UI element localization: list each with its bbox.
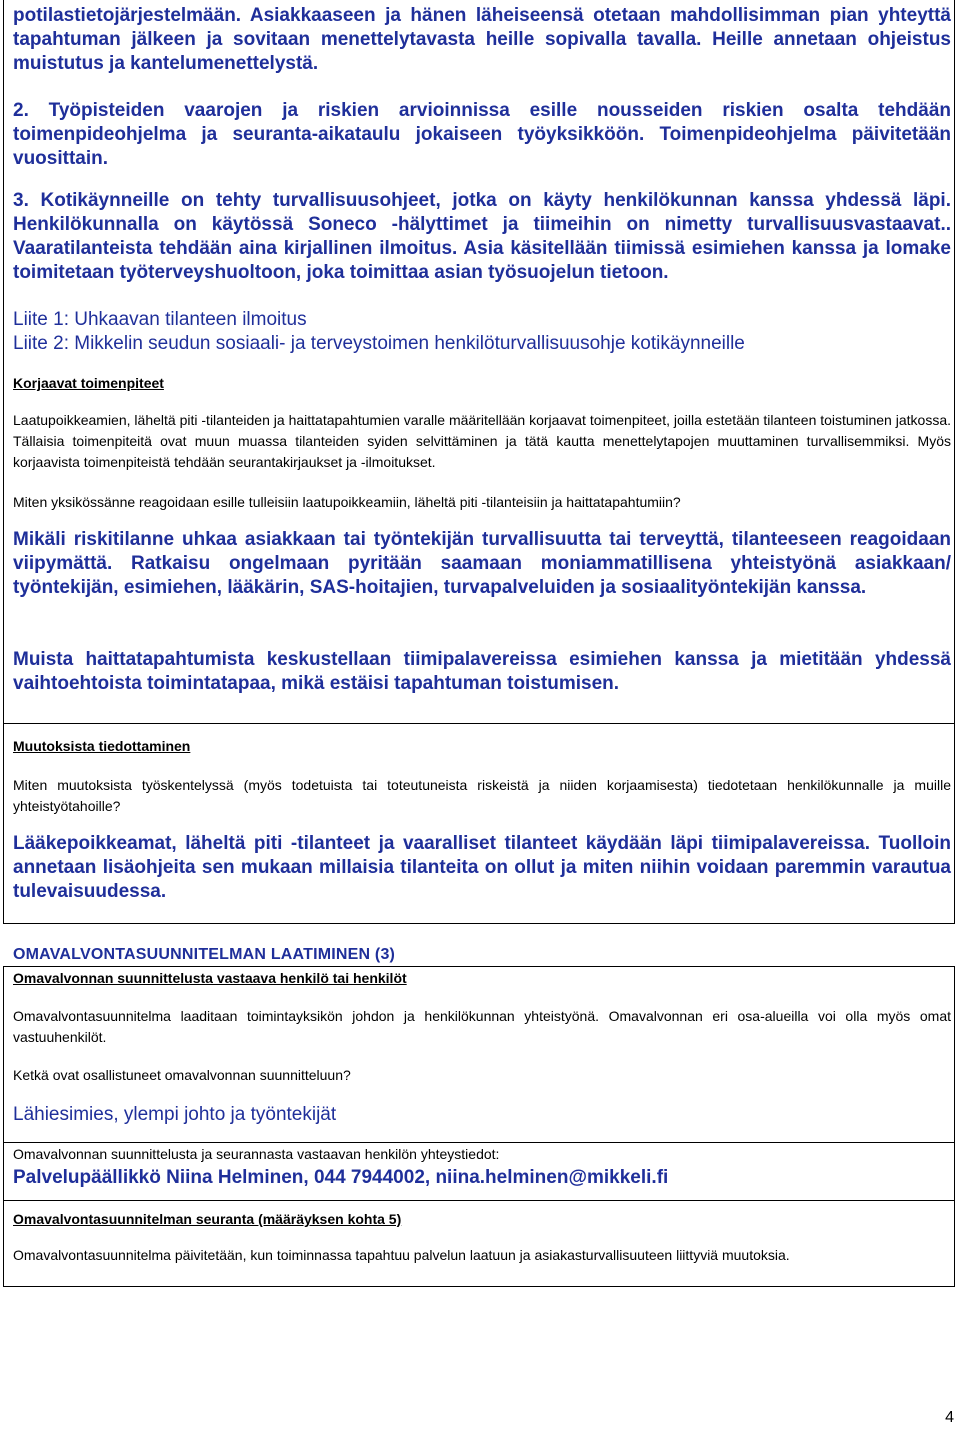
participants-answer: Lähiesimies, ylempi johto ja työntekijät <box>13 1104 337 1125</box>
responsible-persons-description: Omavalvontasuunnitelma laaditaan toimintayksikön johdon ja henkilökunnan yhteistyönä. Omavalvonnan eri osa-alueilla voi olla myös omat vastuuhenkilöt. <box>13 1008 951 1045</box>
corrective-actions-description: Laatupoikkeamien, läheltä piti -tilanteiden ja haittatapahtumien varalle määritellään korjaavat toimenpiteet, joilla estetään tilanteen toistuminen jatkossa. Tällaisia toimenpiteitä ovat muun muassa tilanteiden syiden selvittäminen ja tätä kautta menettelytapojen muuttaminen turvallisemmiksi. Myös korjaavista toimenpiteistä tehdään seurantakirjaukset ja -ilmoitukset. <box>13 412 951 470</box>
attachment-1: Liite 1: Uhkaavan tilanteen ilmoitus <box>13 309 307 330</box>
section-title: OMAVALVONTASUUNNITELMAN LAATIMINEN (3) <box>13 946 396 963</box>
corrective-actions-answer-1: Mikäli riskitilanne uhkaa asiakkaan tai työntekijän turvallisuutta tai terveyttä, tilanteeseen reagoidaan viipymättä. Ratkaisu ongelmaan pyritään saamaan moniammatillisena yhteistyönä asiakkaan/ työntekijän, esimiehen, lääkärin, SAS-hoitajien, turvapalveluiden ja sosiaalityöntekijän kanssa. <box>13 529 951 598</box>
followup-description: Omavalvontasuunnitelma päivitetään, kun toiminnassa tapahtuu palvelun laatuun ja asiakasturvallisuuteen liittyviä muutoksia. <box>13 1247 790 1263</box>
change-communication-question: Miten muutoksista työskentelyssä (myös todetuista tai toteutuneista riskeistä ja niiden korjaamisesta) tiedotetaan henkilökunnalle ja muille yhteistyötahoille? <box>13 777 951 814</box>
corrective-actions-answer-2: Muista haittatapahtumista keskustellaan tiimipalavereissa esimiehen kanssa ja mietitään yhdessä vaihtoehtoista toimintatapaa, mikä estäisi tapahtuman toistumisen. <box>13 649 951 694</box>
intro-paragraph: potilastietojärjestelmään. Asiakkaaseen ja hänen läheiseensä otetaan mahdollisimman pian yhteyttä tapahtuman jälkeen ja sovitaan menettelytavasta heille sopivalla tavalla. Heille annetaan ohjeistus muistutus ja kantelumenettelystä. <box>13 5 951 74</box>
corrective-actions-heading: Korjaavat toimenpiteet <box>13 375 164 391</box>
followup-heading: Omavalvontasuunnitelman seuranta (määräyksen kohta 5) <box>13 1211 402 1227</box>
change-communication-heading: Muutoksista tiedottaminen <box>13 738 191 754</box>
corrective-actions-question: Miten yksikössänne reagoidaan esille tulleisiin laatupoikkeamiin, läheltä piti -tilanteisiin ja haittatapahtumiin? <box>13 494 681 510</box>
contact-value: Palvelupäällikkö Niina Helminen, 044 7944002, niina.helminen@mikkeli.fi <box>13 1167 669 1188</box>
page-number: 4 <box>945 1409 954 1426</box>
item-3-paragraph: 3. Kotikäynneille on tehty turvallisuusohjeet, jotka on käyty henkilökunnan kanssa yhdessä läpi. Henkilökunnalla on käytössä Soneco -hälyttimet ja tiimeihin on nimetty turvallisuusvastaavat.. Vaaratilanteista tehdään aina kirjallinen ilmoitus. Asia käsitellään tiimissä esimiehen kanssa ja lomake toimitetaan työterveyshuoltoon, joka toimittaa asian työsuojelun tietoon. <box>13 190 951 283</box>
item-2-paragraph: 2. Työpisteiden vaarojen ja riskien arvioinnissa esille nousseiden riskien osalta tehdään toimenpideohjelma ja seuranta-aikataulu jokaiseen työyksikköön. Toimenpideohjelma päivitetään vuosittain. <box>13 100 951 169</box>
contact-label: Omavalvonnan suunnittelusta ja seurannasta vastaavan henkilön yhteystiedot: <box>13 1146 500 1162</box>
responsible-persons-heading: Omavalvonnan suunnittelusta vastaava henkilö tai henkilöt <box>13 970 407 986</box>
attachment-2: Liite 2: Mikkelin seudun sosiaali- ja terveystoimen henkilöturvallisuusohje kotikäynneille <box>13 333 745 354</box>
participants-question: Ketkä ovat osallistuneet omavalvonnan suunnitteluun? <box>13 1067 351 1083</box>
change-communication-answer: Lääkepoikkeamat, läheltä piti -tilanteet ja vaaralliset tilanteet käydään läpi tiimipalavereissa. Tuolloin annetaan lisäohjeita sen mukaan millaisia tilanteita on ollut ja miten niihin voidaan paremmin varautua tulevaisuudessa. <box>13 833 951 902</box>
